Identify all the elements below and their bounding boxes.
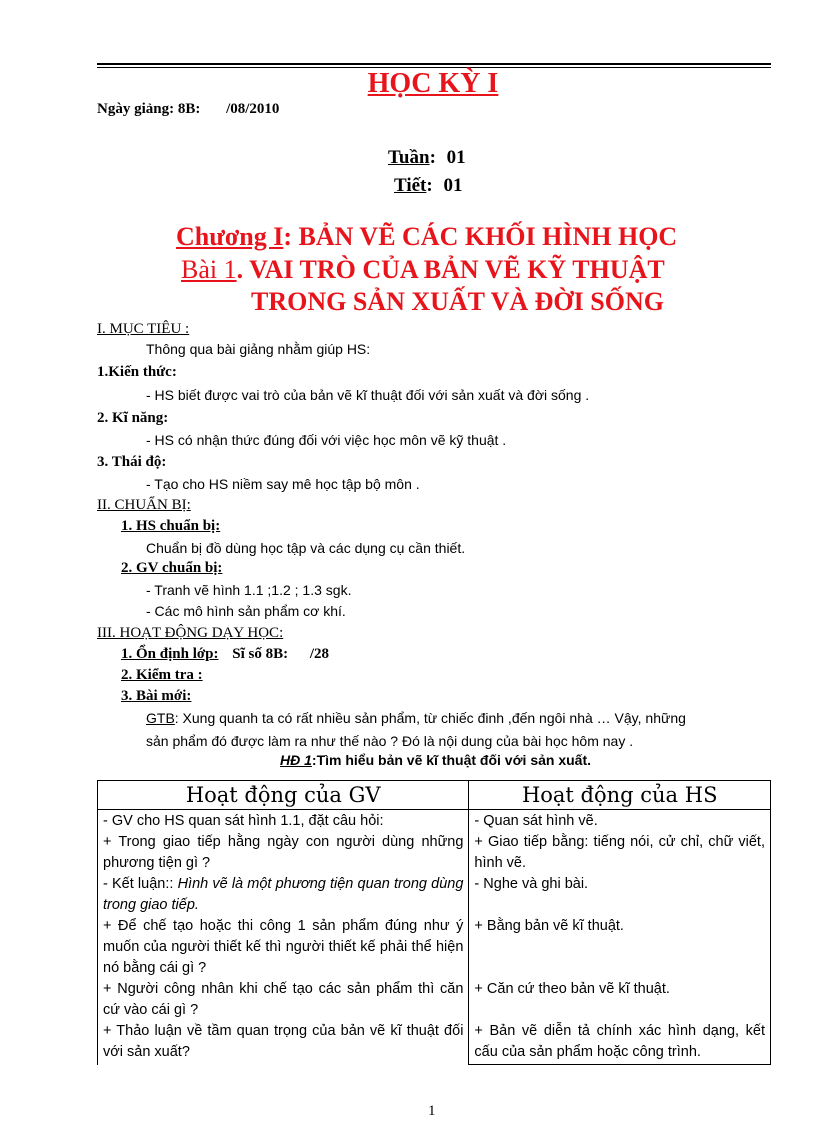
attitude-item: - Tạo cho HS niềm say mê học tập bộ môn . [146,476,420,492]
skills-heading: 2. Kĩ năng: [97,410,169,426]
activity-table [97,780,771,1065]
gv-cell: - GV cho HS quan sát hình 1.1, đặt câu hỏi: [103,813,384,829]
period-value: 01 [443,175,463,196]
teaching-date [97,101,279,118]
activities-heading: III. HOẠT ĐỘNG DẠY HỌC: [97,625,284,641]
col-header-gv: Hoạt động của GV [98,781,469,810]
knowledge-heading: 1.Kiến thức: [97,364,177,380]
gv-cell: - Kết luận:: Hình vẽ là một phương tiện quan trong dùng trong giao tiếp. [103,876,464,913]
preparation-heading: II. CHUẨN BỊ: [97,497,191,513]
top-rule [97,63,771,65]
lesson-name-1: . VAI TRÒ CỦA BẢN VẼ KỸ THUẬT [236,255,665,284]
week-value: 01 [446,147,466,168]
hs-cell: + Giao tiếp bằng: tiếng nói, cử chỉ, chữ viết, hình vẽ. [474,834,765,871]
period-line: Tiết: 01 [394,175,463,196]
gv-cell: + Để chế tạo hoặc thi công 1 sản phẩm đúng như ý muốn của người thiết kế thì người thiết kế phải thể hiện nó bằng cái gì ? [103,918,464,976]
gtb-text-1: : Xung quanh ta có rất nhiều sản phẩm, từ chiếc đinh ,đến ngôi nhà … Vậy, những [174,710,686,726]
chapter-title [176,222,677,252]
lesson-title-line2: TRONG SẢN XUẤT VÀ ĐỜI SỐNG [251,287,664,316]
col-header-hs: Hoạt động của HS [469,781,771,810]
hs-cell: + Bản vẽ diễn tả chính xác hình dạng, kết cấu của sản phẩm hoặc công trình. [474,1023,765,1060]
attendance-value: /28 [309,646,330,662]
gv-prep-heading: 2. GV chuẩn bị: [121,560,223,576]
gv-prep-item-2: - Các mô hình sản phẩm cơ khí. [146,603,346,619]
hd1-title [280,752,591,768]
semester-title: HỌC KỲ I [367,68,499,99]
gtb-line-2: sản phẩm đó được làm ra như thế nào ? Đó là nội dung của bài học hôm nay . [146,733,634,749]
week-label: Tuần [388,147,430,168]
gv-cell: + Người công nhân khi chế tạo các sản phẩm thì căn cứ vào cái gì ? [103,981,464,1018]
table-row [98,810,771,1065]
lesson-title-line1 [181,255,665,285]
stabilize-line [121,646,329,663]
date-value: /08/2010 [226,101,280,117]
objectives-heading: I. MỤC TIÊU : [97,321,190,337]
gtb-label: GTB [146,710,175,726]
new-lesson-heading: 3. Bài mới: [121,688,192,704]
skills-item: - HS có nhận thức đúng đối với việc học môn vẽ kỹ thuật . [146,432,507,448]
hs-cell: + Bằng bản vẽ kĩ thuật. [474,918,624,934]
gtb-line-1 [146,710,771,726]
stabilize-label: 1. Ổn định lớp: [121,646,219,662]
week-line: Tuần: 01 [388,147,466,168]
gv-cell: + Thảo luận về tầm quan trọng của bản vẽ kĩ thuật đối với sản xuất? [103,1023,464,1060]
hd1-label: HĐ 1 [280,752,312,768]
objectives-intro: Thông qua bài giảng nhằm giúp HS: [146,341,371,357]
chapter-name: : BẢN VẼ CÁC KHỐI HÌNH HỌC [283,222,678,251]
period-label: Tiết [394,175,427,196]
hs-prep-heading: 1. HS chuẩn bị: [121,518,221,534]
chapter-prefix: Chương I [176,222,284,251]
page-number: 1 [428,1103,436,1119]
attitude-heading: 3. Thái độ: [97,454,167,470]
date-label: Ngày giảng: 8B: [97,101,201,117]
table-header-row [98,781,771,810]
lesson-prefix: Bài 1 [181,255,237,284]
attendance-label: Sĩ số 8B: [232,646,289,662]
hs-cell: - Quan sát hình vẽ. [474,813,598,829]
gv-cell: + Trong giao tiếp hằng ngày con người dùng những phương tiện gì ? [103,834,464,871]
hd1-text: :Tìm hiểu bản vẽ kĩ thuật đối với sản xuất. [311,752,592,768]
knowledge-item: - HS biết được vai trò của bản vẽ kĩ thuật đối với sản xuất và đời sống . [146,387,590,403]
hs-cell: + Căn cứ theo bản vẽ kĩ thuật. [474,981,670,997]
gv-prep-item-1: - Tranh vẽ hình 1.1 ;1.2 ; 1.3 sgk. [146,582,352,598]
hs-prep-item: Chuẩn bị đồ dùng học tập và các dụng cụ cần thiết. [146,540,466,556]
check-heading: 2. Kiểm tra : [121,667,203,683]
hs-cell: - Nghe và ghi bài. [474,876,589,892]
